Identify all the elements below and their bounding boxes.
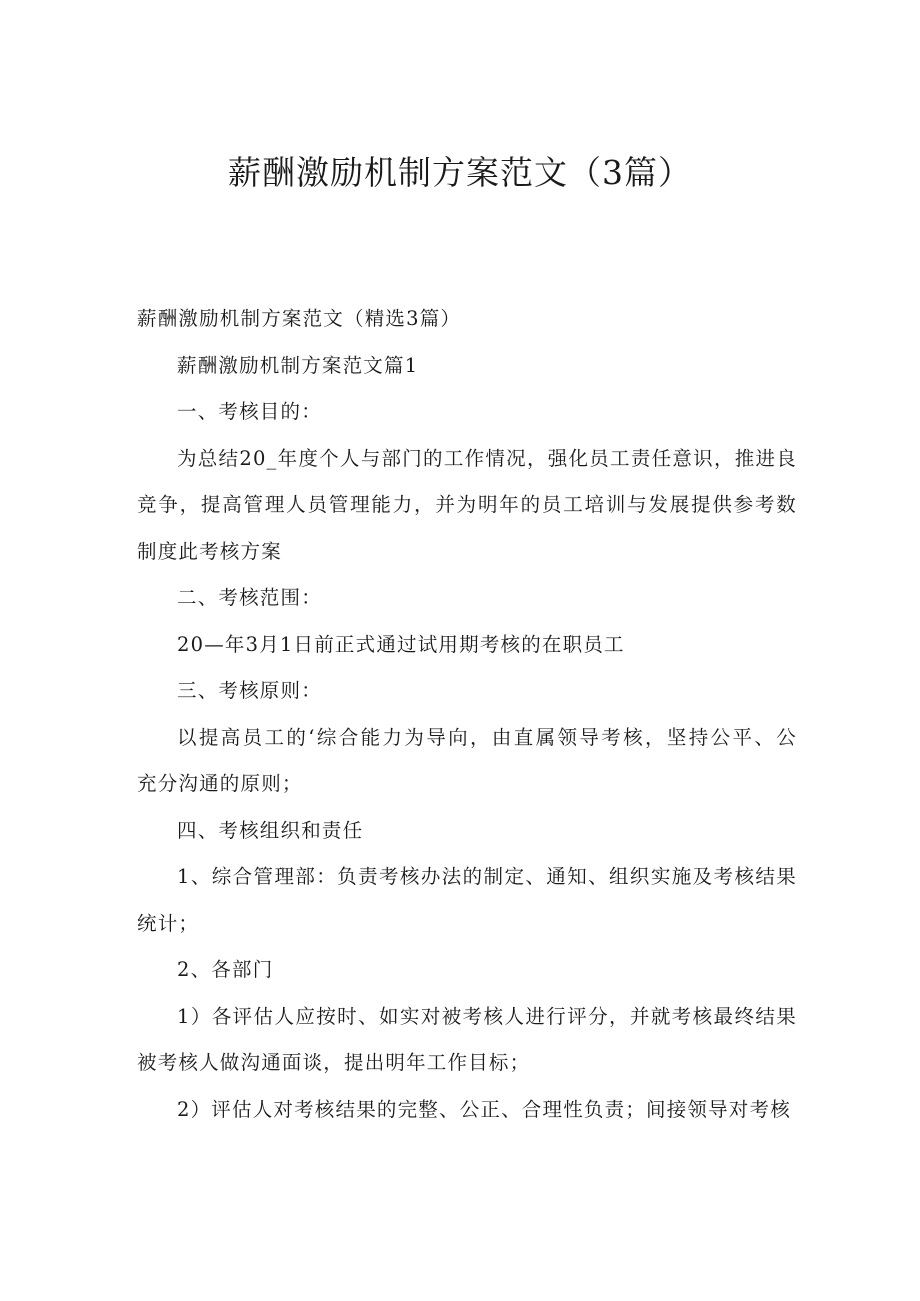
document-title: 薪酬激励机制方案范文（3篇）: [228, 153, 692, 192]
subtitle-line: 薪酬激励机制方案范文（精选3篇）: [137, 307, 462, 330]
heading-assessment-purpose: 一、考核目的：: [177, 400, 322, 423]
heading-assessment-principles: 三、考核原则：: [177, 679, 322, 702]
paragraph-evaluator-responsibility: 2）评估人对考核结果的完整、公正、合理性负责；间接领导对考核: [177, 1097, 791, 1121]
document-body: [137, 296, 797, 1133]
paragraph-purpose-line-1: 为总结20_年度个人与部门的工作情况，强化员工责任意识，推进良: [177, 446, 797, 470]
section-title-part-1: 薪酬激励机制方案范文篇1: [177, 353, 419, 377]
paragraph-principles-line-2: 充分沟通的原则；: [137, 772, 303, 795]
paragraph-evaluators-line-2: 被考核人做沟通面谈，提出明年工作目标；: [137, 1051, 531, 1074]
heading-assessment-scope: 二、考核范围：: [177, 586, 322, 609]
paragraph-admin-dept-line-2: 统计；: [137, 911, 200, 935]
paragraph-evaluators-line-1: 1）各评估人应按时、如实对被考核人进行评分，并就考核最终结果: [177, 1004, 797, 1028]
heading-departments: 2、各部门: [177, 958, 274, 981]
paragraph-scope: 20—年3月1日前正式通过试用期考核的在职员工: [177, 632, 625, 656]
paragraph-admin-dept-line-1: 1、综合管理部：负责考核办法的制定、通知、组织实施及考核结果: [177, 865, 797, 888]
paragraph-principles-line-1: 以提高员工的‘综合能力为导向，由直属领导考核，坚持公平、公: [177, 725, 797, 749]
heading-organization-responsibility: 四、考核组织和责任: [177, 818, 364, 842]
paragraph-purpose-line-3: 制度此考核方案: [137, 539, 282, 563]
paragraph-purpose-line-2: 竞争，提高管理人员管理能力，并为明年的员工培训与发展提供参考数: [137, 493, 797, 516]
